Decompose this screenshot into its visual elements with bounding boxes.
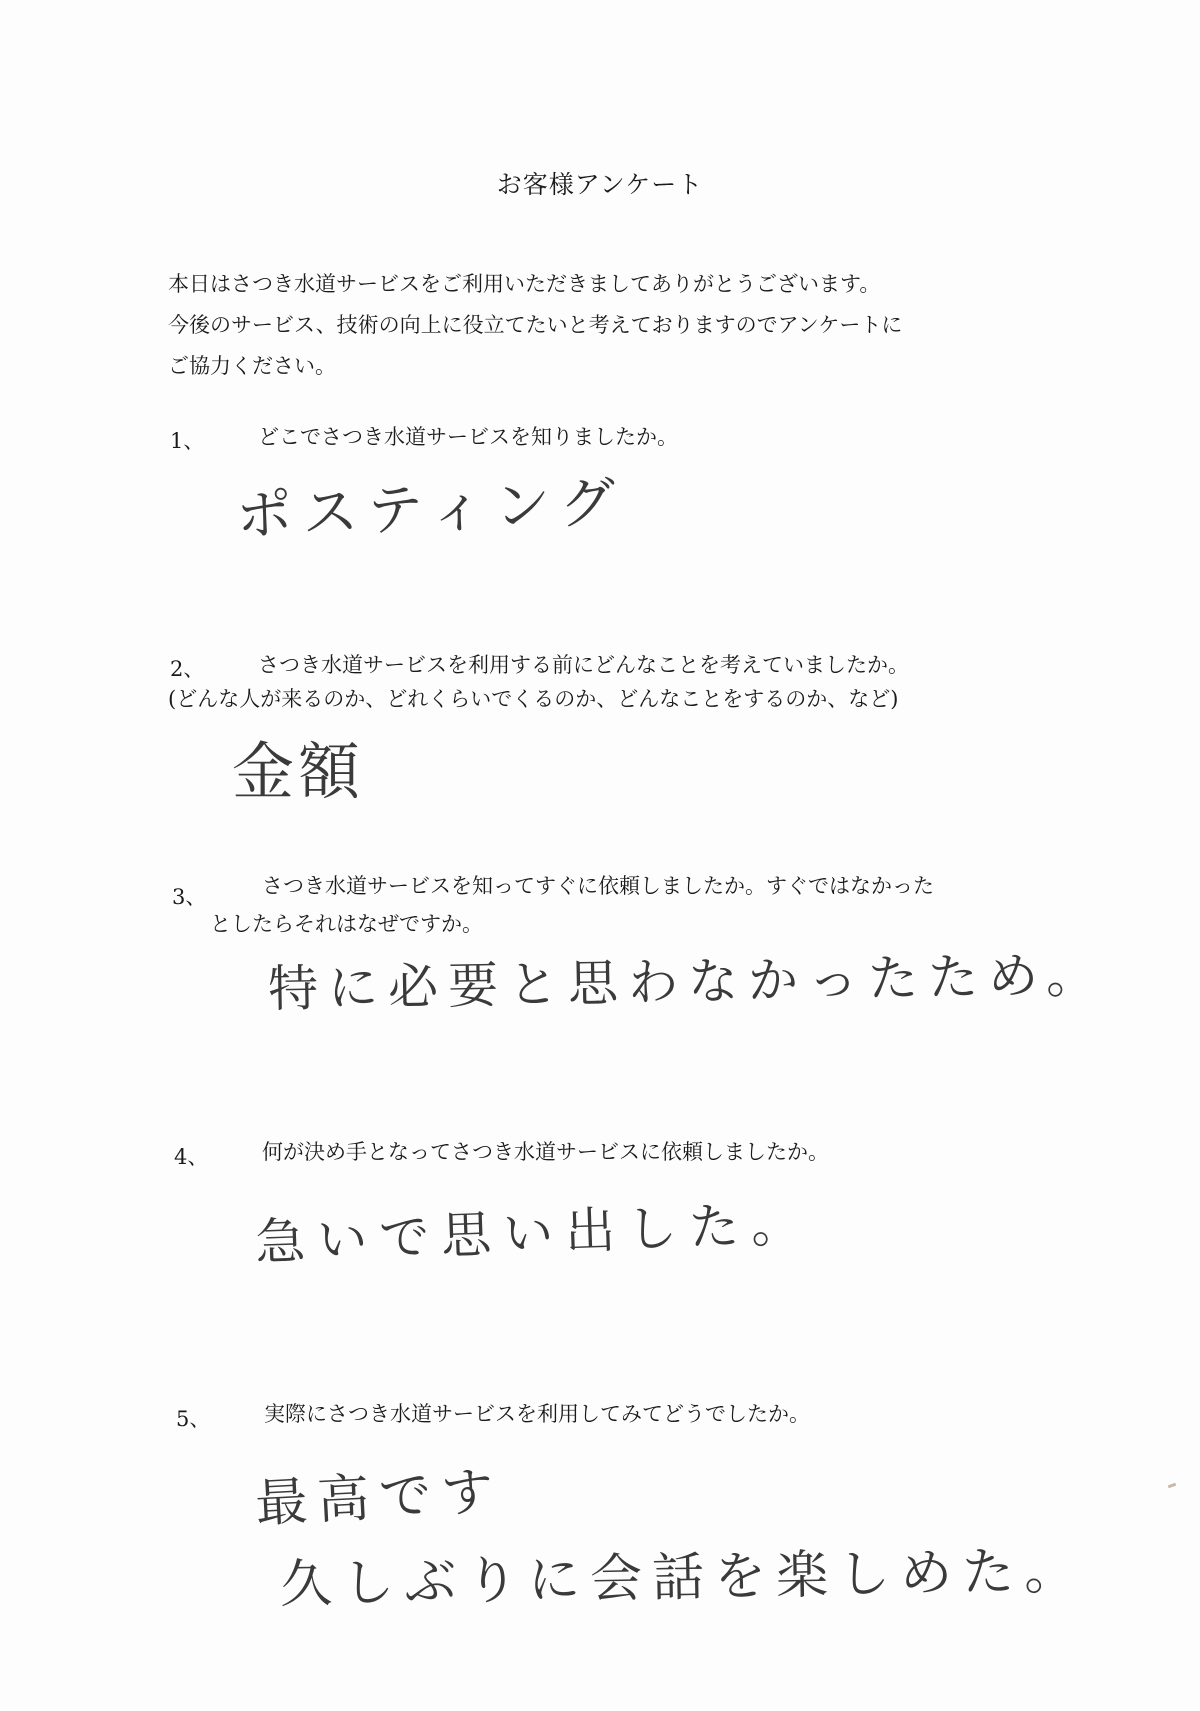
question-3-subtext: としたらそれはなぜですか。 (210, 912, 483, 936)
answer-3-handwriting: 特に必要と思わなかったため。 (267, 945, 1107, 1019)
intro-line: 今後のサービス、技術の向上に役立てたいと考えておりますのでアンケートに (168, 313, 903, 337)
answer-2-handwriting: 金額 (232, 735, 365, 808)
question-2-number: 2、 (170, 657, 205, 681)
answer-5-handwriting-line2: 久しぶりに会話を楽しめた。 (279, 1540, 1087, 1616)
answer-1-handwriting: ポスティング (235, 470, 627, 549)
question-2-subtext: (どんな人が来るのか、どれくらいでくるのか、どんなことをするのか、など) (168, 687, 899, 711)
intro-text (168, 264, 902, 387)
page-title: お客様アンケート (496, 170, 704, 199)
paper-speck (1168, 1483, 1177, 1489)
question-3-text: さつき水道サービスを知ってすぐに依頼しましたか。すぐではなかった (262, 874, 934, 898)
question-1-text: どこでさつき水道サービスを知りましたか。 (258, 425, 678, 449)
question-4-number: 4、 (174, 1145, 209, 1169)
question-2-text: さつき水道サービスを利用する前にどんなことを考えていましたか。 (258, 653, 909, 677)
question-1-number: 1、 (170, 429, 205, 453)
answer-4-handwriting: 急いで思い出した。 (254, 1194, 814, 1272)
answer-5-handwriting: 最高です (253, 1461, 505, 1535)
intro-line: 本日はさつき水道サービスをご利用いただきましてありがとうございます。 (168, 272, 881, 296)
question-4-text: 何が決め手となってさつき水道サービスに依頼しましたか。 (262, 1140, 829, 1164)
question-3-number: 3、 (172, 885, 207, 909)
intro-line: ご協力ください。 (168, 354, 336, 378)
question-5-number: 5、 (176, 1407, 211, 1431)
question-5-text: 実際にさつき水道サービスを利用してみてどうでしたか。 (264, 1402, 810, 1426)
